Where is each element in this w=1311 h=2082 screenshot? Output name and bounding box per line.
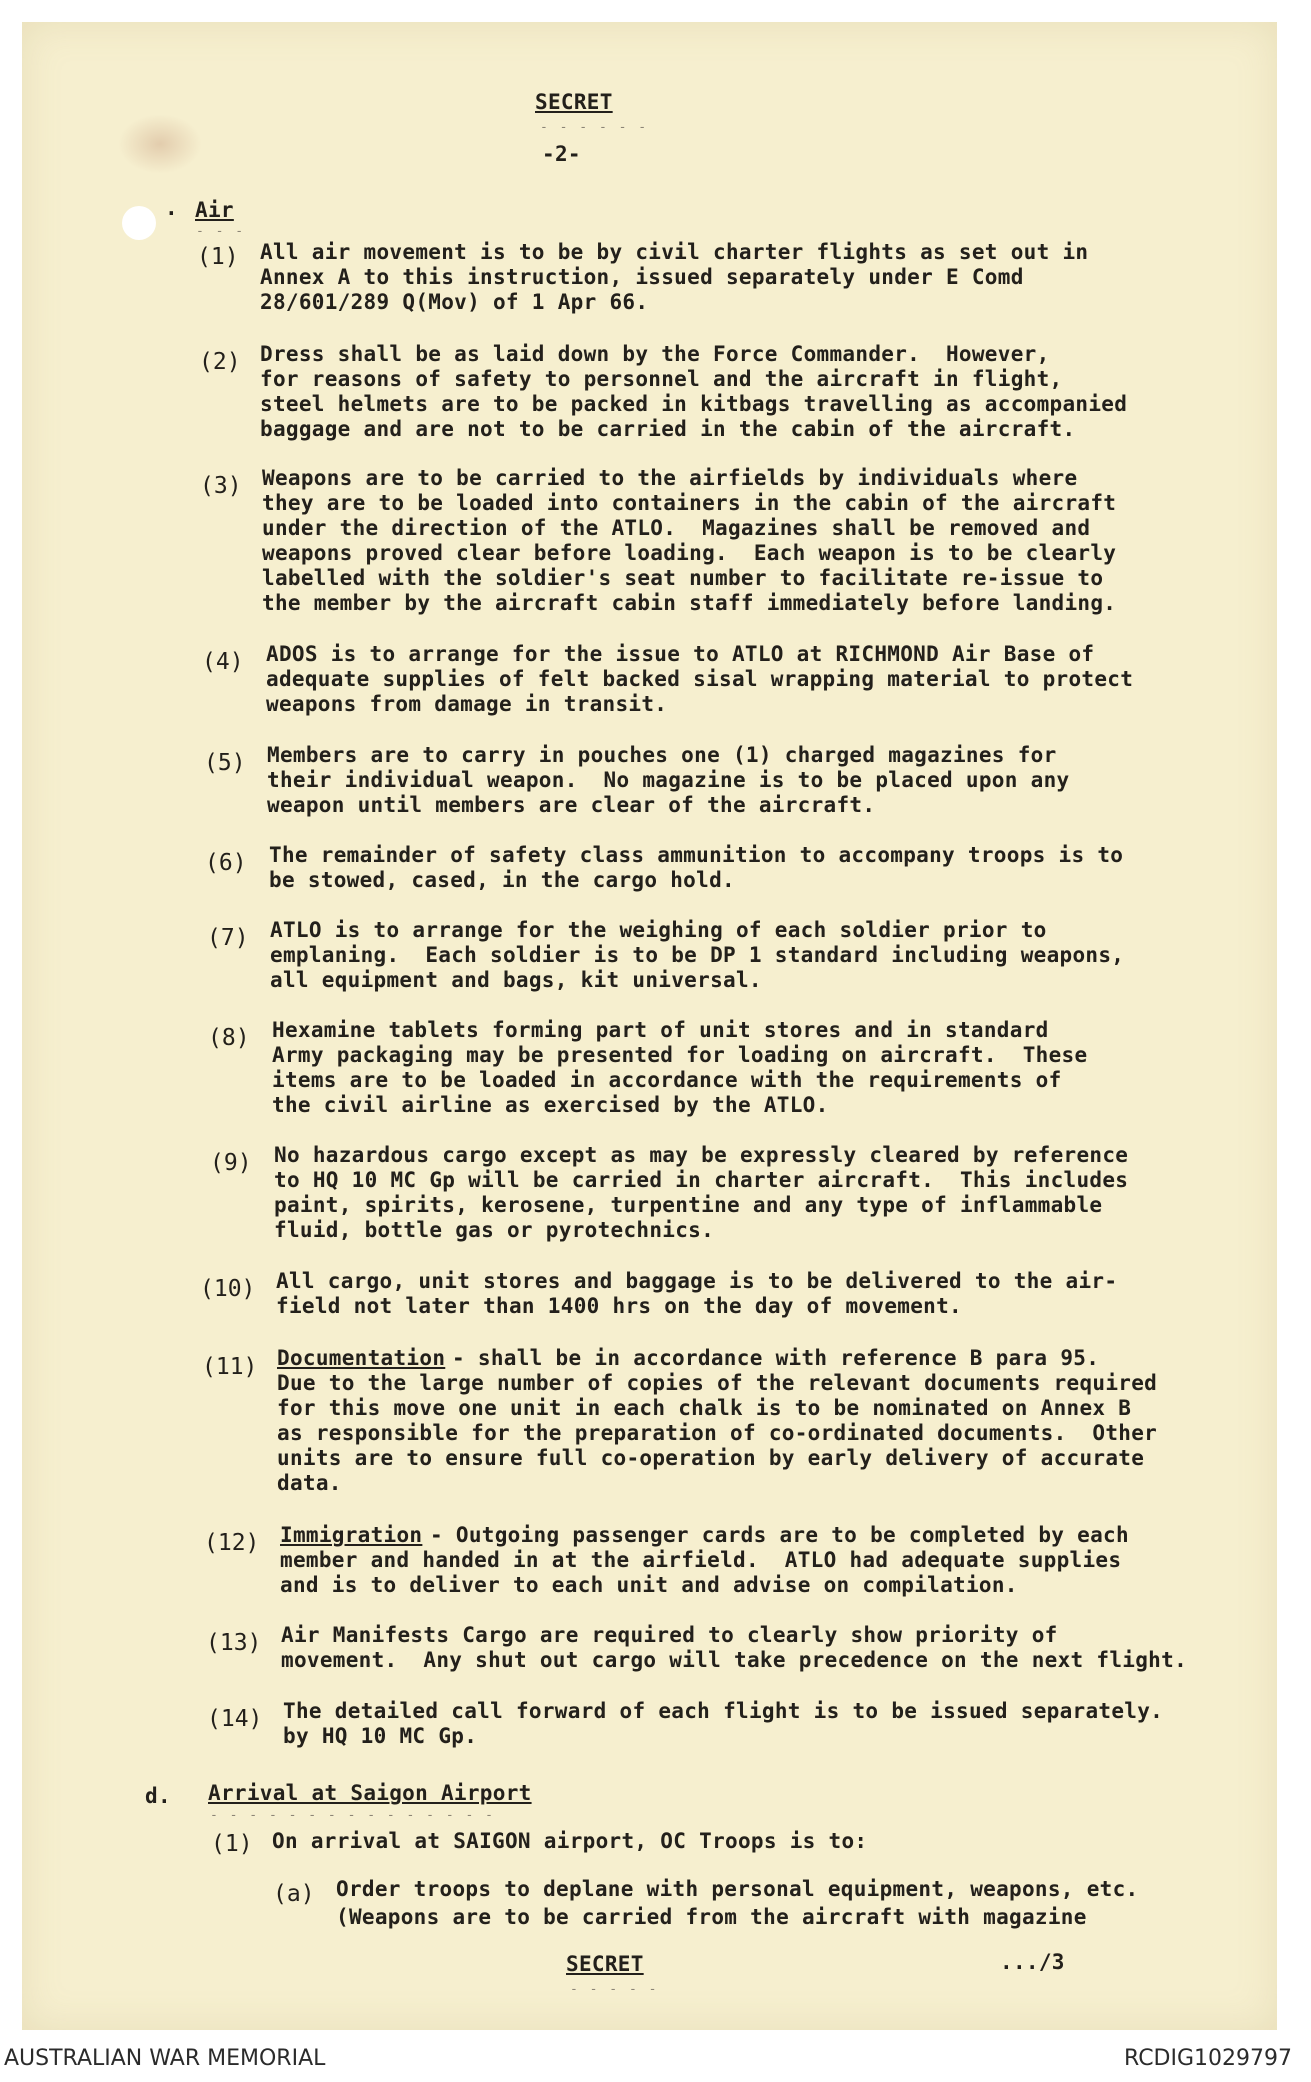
section-d-title: Arrival at Saigon Airport [208,1781,532,1805]
item-11-line-1: - shall be in accordance with reference B para 95. [452,1346,1100,1370]
item-4-number: (4) [202,649,244,675]
item-8-line-2: Army packaging may be presented for loading on aircraft. These [272,1043,1088,1067]
item-3-line-3: under the direction of the ATLO. Magazines shall be removed and [262,516,1091,540]
item-2-line-2: for reasons of safety to personnel and the aircraft in flight, [260,367,1063,391]
item-11-line-2: Due to the large number of copies of the relevant documents required [277,1371,1158,1395]
punch-hole [122,206,156,240]
item-9-line-2: to HQ 10 MC Gp will be carried in charter aircraft. This includes [274,1168,1129,1192]
item-14-number: (14) [207,1706,263,1732]
item-3-line-1: Weapons are to be carried to the airfields by individuals where [262,466,1078,490]
item-11-heading: Documentation [277,1346,446,1370]
item-8-number: (8) [208,1025,250,1051]
header-classification: SECRET [535,90,613,114]
item-11-line-6: data. [277,1471,342,1495]
item-2-number: (2) [199,349,241,375]
item-8-line-1: Hexamine tablets forming part of unit stores and in standard [272,1018,1049,1042]
section-d-item-1-text: On arrival at SAIGON airport, OC Troops is to: [272,1829,868,1853]
item-12-line-1: - Outgoing passenger cards are to be completed by each [430,1523,1129,1547]
item-8-line-3: items are to be loaded in accordance with the requirements of [272,1068,1062,1092]
item-10-line-1: All cargo, unit stores and baggage is to be delivered to the air- [276,1269,1118,1293]
section-c-marker: . [165,196,178,220]
item-2-line-3: steel helmets are to be packed in kitbags travelling as accompanied [260,392,1128,416]
continuation-marker: .../3 [1000,1950,1065,1974]
section-c-title: Air [195,198,234,222]
item-5-number: (5) [204,750,246,776]
item-3-line-4: weapons proved clear before loading. Each weapon is to be clearly [262,541,1117,565]
item-13-number: (13) [206,1630,262,1656]
item-1-line-2: Annex A to this instruction, issued separately under E Comd [260,265,1024,289]
item-7-line-2: emplaning. Each soldier is to be DP 1 standard including weapons, [270,943,1125,967]
item-4-line-2: adequate supplies of felt backed sisal wrapping material to protect [266,667,1134,691]
item-9-line-4: fluid, bottle gas or pyrotechnics. [274,1218,715,1242]
section-d-item-1-number: (1) [211,1831,253,1857]
item-14-line-1: The detailed call forward of each flight is to be issued separately. [283,1699,1164,1723]
section-d-marker: d. [145,1784,171,1808]
header-rule: - - - - - - [540,120,649,135]
section-c-rule: - - - [196,224,246,239]
item-7-line-3: all equipment and bags, kit universal. [270,968,762,992]
item-3-line-6: the member by the aircraft cabin staff immediately before landing. [262,591,1117,615]
item-6-number: (6) [205,850,247,876]
item-9-line-3: paint, spirits, kerosene, turpentine and any type of inflammable [274,1193,1103,1217]
item-9-line-1: No hazardous cargo except as may be expressly cleared by reference [274,1143,1129,1167]
item-4-line-1: ADOS is to arrange for the issue to ATLO at RICHMOND Air Base of [266,642,1095,666]
item-12-line-3: and is to deliver to each unit and advise on compilation. [280,1573,1018,1597]
item-14-line-2: by HQ 10 MC Gp. [283,1724,478,1748]
section-d-sub-a-line-1: Order troops to deplane with personal equipment, weapons, etc. [336,1877,1139,1901]
paper-stain [118,114,202,174]
item-10-line-2: field not later than 1400 hrs on the day of movement. [276,1294,962,1318]
item-10-number: (10) [200,1276,256,1302]
item-13-line-1: Air Manifests Cargo are required to clearly show priority of [281,1623,1058,1647]
item-1-line-1: All air movement is to be by civil charter flights as set out in [260,240,1089,264]
item-7-line-1: ATLO is to arrange for the weighing of each soldier prior to [270,918,1047,942]
section-d-sub-a-number: (a) [273,1881,315,1907]
item-12-number: (12) [204,1530,260,1556]
item-1-line-3: 28/601/289 Q(Mov) of 1 Apr 66. [260,290,649,314]
item-6-line-1: The remainder of safety class ammunition to accompany troops is to [269,843,1124,867]
footer-classification: SECRET [566,1952,644,1976]
item-7-number: (7) [207,925,249,951]
section-d-rule: - - - - - - - - - - - - - - - [210,1808,495,1823]
item-3-number: (3) [200,473,242,499]
item-11-line-5: units are to ensure full co-operation by early delivery of accurate [277,1446,1145,1470]
item-12-heading: Immigration [280,1523,423,1547]
item-11-line-4: as responsible for the preparation of co-ordinated documents. Other [277,1421,1158,1445]
item-9-number: (9) [210,1150,252,1176]
item-5-line-3: weapon until members are clear of the aircraft. [267,793,876,817]
archive-id: RCDIG1029797 [1124,2046,1293,2071]
page-number: -2- [542,142,581,166]
item-8-line-4: the civil airline as exercised by the ATLO. [272,1093,829,1117]
item-2-line-4: baggage and are not to be carried in the cabin of the aircraft. [260,417,1076,441]
item-11-number: (11) [202,1354,258,1380]
item-3-line-2: they are to be loaded into containers in the cabin of the aircraft [262,491,1117,515]
item-12-line-2: member and handed in at the airfield. ATLO had adequate supplies [280,1548,1122,1572]
section-d-sub-a-line-2: (Weapons are to be carried from the aircraft with magazine [336,1905,1087,1929]
footer-rule: - - - - - [570,1982,659,1997]
item-1-number: (1) [197,244,239,270]
item-5-line-1: Members are to carry in pouches one (1) charged magazines for [267,743,1057,767]
item-6-line-2: be stowed, cased, in the cargo hold. [269,868,735,892]
item-11-line-3: for this move one unit in each chalk is to be nominated on Annex B [277,1396,1132,1420]
item-13-line-2: movement. Any shut out cargo will take precedence on the next flight. [281,1648,1188,1672]
item-4-line-3: weapons from damage in transit. [266,692,668,716]
item-2-line-1: Dress shall be as laid down by the Force Commander. However, [260,342,1050,366]
item-5-line-2: their individual weapon. No magazine is to be placed upon any [267,768,1070,792]
item-3-line-5: labelled with the soldier's seat number to facilitate re-issue to [262,566,1104,590]
archive-credit: AUSTRALIAN WAR MEMORIAL [4,2046,326,2071]
